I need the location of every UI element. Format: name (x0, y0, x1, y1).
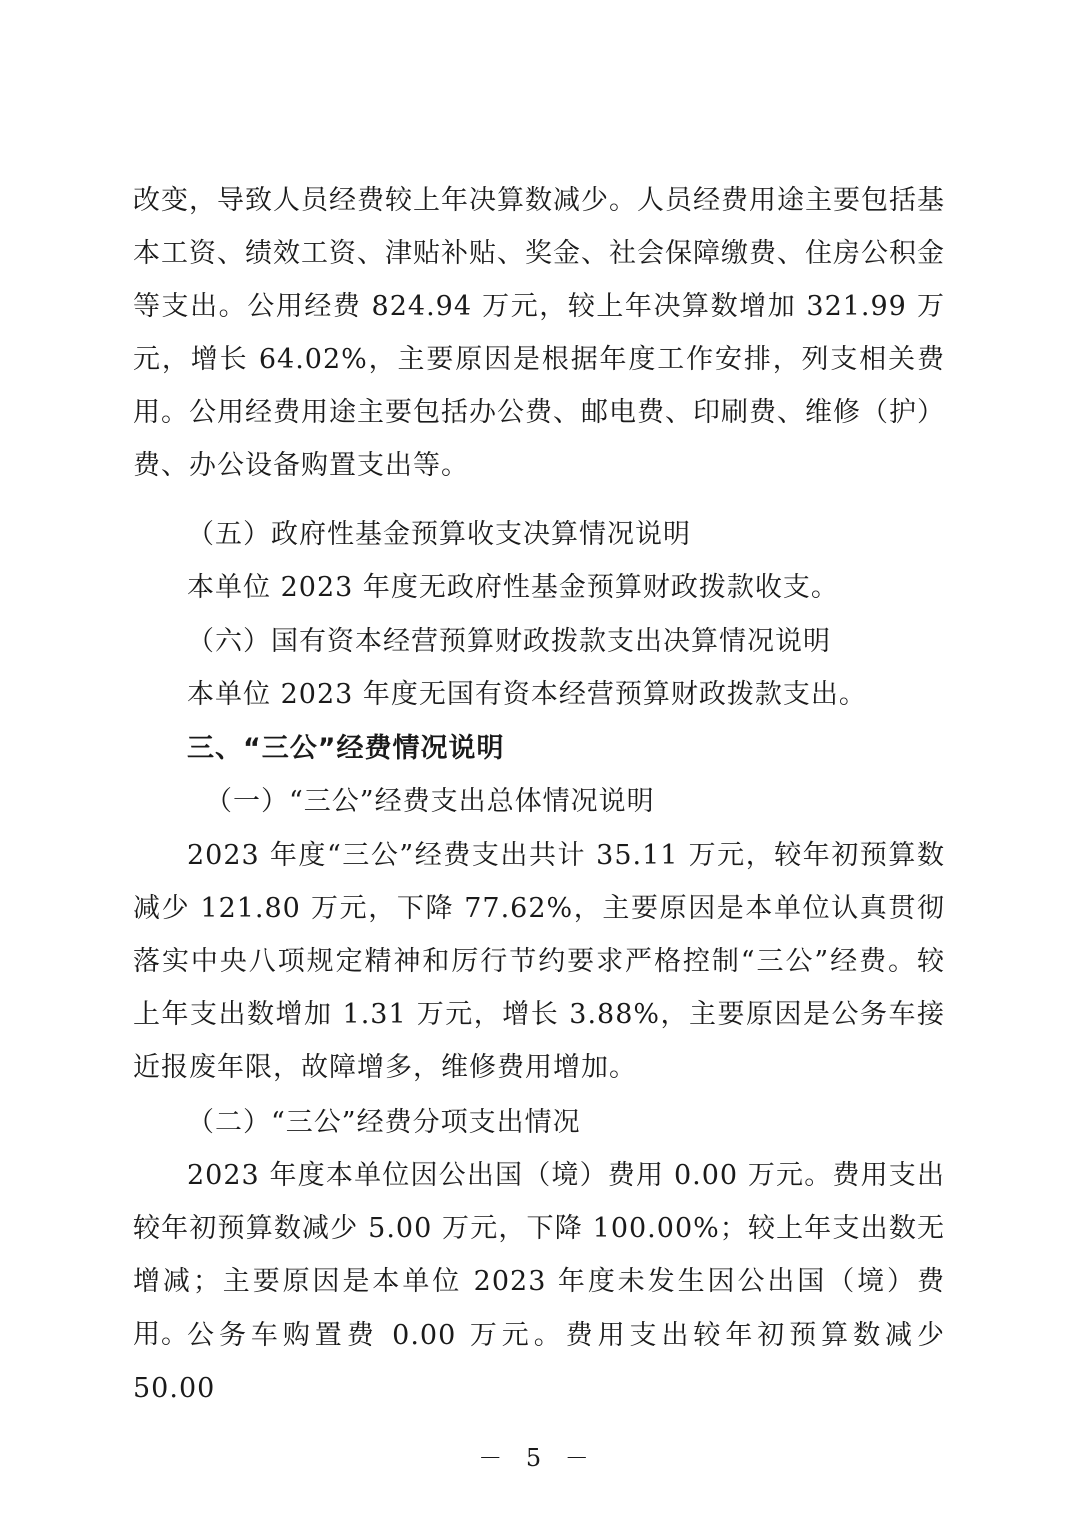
heading-state-capital-budget: （六）国有资本经营预算财政拨款支出决算情况说明 (187, 626, 831, 657)
paragraph-government-fund-budget: 本单位 2023 年度无政府性基金预算财政拨款收支。 (187, 572, 839, 603)
heading-government-fund-budget: （五）政府性基金预算收支决算情况说明 (187, 519, 691, 550)
paragraph-overseas-travel: 2023 年度本单位因公出国（境）费用 0.00 万元。费用支出较年初预算数减少 5.00 万元，下降 100.00%；较上年支出数无增减；主要原因是本单位 2023 年度未发生因公出国（境）费用。 (133, 1160, 945, 1350)
paragraph-state-capital-budget: 本单位 2023 年度无国有资本经营预算财政拨款支出。 (187, 679, 867, 710)
heading-three-public-items: （二）“三公”经费分项支出情况 (187, 1107, 581, 1138)
section-heading-three-public: 三、“三公”经费情况说明 (187, 733, 505, 764)
paragraph-personnel-public-expenses: 改变，导致人员经费较上年决算数减少。人员经费用途主要包括基本工资、绩效工资、津贴补贴、奖金、社会保障缴费、住房公积金等支出。公用经费 824.94 万元，较上年决算数增加 321.99 万元，增长 64.02%，主要原因是根据年度工作安排，列支相关费用。公用经费用途主要包括办公费、邮电费、印刷费、维修（护）费、办公设备购置支出等。 (133, 185, 945, 481)
paragraph-three-public-overall: 2023 年度“三公”经费支出共计 35.11 万元，较年初预算数减少 121.80 万元，下降 77.62%，主要原因是本单位认真贯彻落实中央八项规定精神和厉行节约要求严格控制“三公”经费。较上年支出数增加 1.31 万元，增长 3.88%，主要原因是公务车接近报废年限，故障增多，维修费用增加。 (133, 840, 945, 1083)
heading-three-public-overall: （一）“三公”经费支出总体情况说明 (205, 786, 655, 817)
paragraph-vehicle-purchase: 公务车购置费 0.00 万元。费用支出较年初预算数减少 50.00 (133, 1320, 945, 1404)
page-number: － 5 － (478, 1444, 597, 1472)
